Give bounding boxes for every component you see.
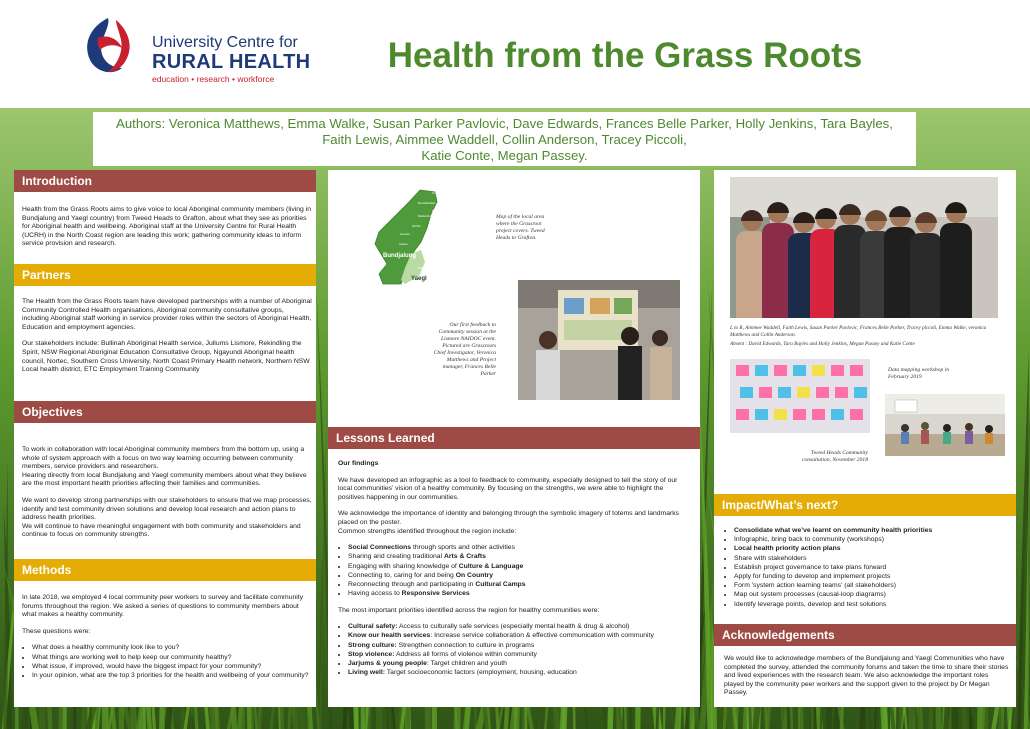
logo-line1: University Centre for xyxy=(152,34,298,51)
list-item: • Local health priority action plans xyxy=(734,545,1010,554)
objectives-paragraph-3: We want to develop strong partnerships with our stakeholders to ensure that we map processes, identify and test community driven solutions and develop local research and action plans to address health priorities. xyxy=(22,496,312,522)
objectives-heading: Objectives xyxy=(14,401,316,423)
list-item: • Having access to Responsive Services xyxy=(348,590,690,599)
acknowledgements-heading: Acknowledgements xyxy=(714,624,1016,646)
poster-title: Health from the Grass Roots xyxy=(387,36,863,75)
list-item: • Sharing and creating traditional Arts & Crafts xyxy=(348,553,690,562)
partners-text xyxy=(22,298,312,383)
list-item: • Form 'system action learning teams' (all stakeholders) xyxy=(734,582,1010,591)
map-town-label: Tweed xyxy=(432,191,441,195)
map-caption: Map of the local area where the Grassroot project covers. Tweed Heads to Grafton. xyxy=(496,214,545,241)
team-group-photo xyxy=(730,177,998,318)
impact-text xyxy=(724,527,1010,617)
map-label-bundjalung: Bundjalung xyxy=(383,253,416,259)
lessons-paragraph-1: We have developed an infographic as a tool to feedback to community, especially designed to tell the story of our local communities’ vision of a healthy community. By focusing on the strengths, we were able to highlight the positives happening in our communities. xyxy=(338,476,678,501)
list-item: • Engaging with sharing knowledge of Culture & Language xyxy=(348,563,690,572)
introduction-heading: Introduction xyxy=(14,170,316,192)
lessons-paragraph-4: The most important priorities identified across the region for healthy communities were: xyxy=(338,606,600,614)
tweed-consultation-caption: Tweed Heads Community consultation, November 2018 xyxy=(801,450,868,463)
partners-paragraph-1: The Health from the Grass Roots team have developed partnerships with a number of Aboriginal Community Controlled Health organisations, Aboriginal community consultative groups, including Aboriginal staff working in service provider roles within the sectors of Aboriginal Health, Education and employment agencies. xyxy=(22,298,312,331)
methods-text xyxy=(22,594,312,689)
list-item: • Living well: Target socioeconomic factors (employment, housing, education xyxy=(348,669,690,678)
naidoc-photo xyxy=(518,280,680,400)
list-item: • Connecting to, caring for and being On Country xyxy=(348,572,690,581)
methods-heading: Methods xyxy=(14,559,316,581)
map-town-label: Ballina xyxy=(434,233,443,237)
logo xyxy=(72,12,322,86)
authors-line-2: Faith Lewis, Aimmee Waddell, Collin Anderson, Tracey Piccoli, xyxy=(322,132,687,147)
naidoc-photo-caption: Our first feedback to Community session at the Lismore NAIDOC event. Pictured are Grassroots Chief Investigator, Veronica Matthews and Project manager, Frances Belle Parker xyxy=(433,322,496,377)
logo-tagline: education • research • workforce xyxy=(152,74,275,84)
list-item: • What things are working well to help keep our community healthy? xyxy=(32,654,312,663)
map-town-label: Mullumbimby xyxy=(418,214,435,218)
objectives-paragraph-1: To work in collaboration with local Aboriginal community members from the bottom up, using a whole of system approach with a focus on two way learning occurring between community members, service providers and researchers. xyxy=(22,446,305,471)
objectives-paragraph-2: Hearing directly from local Bundjalung and Yaegl community members about what they believe are the most important health priorities affecting their families and communities. xyxy=(22,471,307,488)
list-item: • Stop violence: Address all forms of violence within community xyxy=(348,651,690,660)
map-town-label: Maclean xyxy=(418,266,429,270)
objectives-paragraph-4: We will continue to have meaningful engagement with both community and stakeholders and continue to focus on community strengths. xyxy=(22,522,301,539)
list-item: • Infographic, bring back to community (workshops) xyxy=(734,536,1010,545)
map-town-label: Murwillumbah xyxy=(418,201,436,205)
list-item: • Jarjums & young people: Target children and youth xyxy=(348,660,690,669)
list-item: • In your opinion, what are the top 3 priorities for the health and wellbeing of your community? xyxy=(32,672,312,681)
map-town-label: Lismore xyxy=(400,232,410,236)
map-town-label: Grafton xyxy=(402,283,412,287)
findings-title: Our findings xyxy=(338,460,379,467)
team-caption-line2: Absent : David Edwards, Tara Bayles and Holly Jenkins, Megan Passey and Katie Conte xyxy=(730,341,915,347)
list-item: • Share with stakeholders xyxy=(734,555,1010,564)
authors-line-3: Katie Conte, Megan Passey. xyxy=(421,148,588,163)
list-item: • Know our health services: Increase service collaboration & effective communication with community xyxy=(348,632,690,641)
impact-heading: Impact/What’s next? xyxy=(714,494,1016,516)
lessons-paragraph-3: Common strengths identified throughout the region include: xyxy=(338,527,517,535)
partners-heading: Partners xyxy=(14,264,316,286)
map-town-label: Evans Head xyxy=(423,246,439,250)
lessons-paragraph-2: We acknowledge the importance of identity and belonging through the symbolic imagery of totems and landmarks placed on the poster. xyxy=(338,510,680,526)
list-item: • What does a healthy community look like to you? xyxy=(32,644,312,653)
team-caption-line1: L to R, Aimmee Waddell, Faith Lewis, Susan Parker Pavlovic, Frances Belle Parker, Tracey piccoli, Emma Walke, veronica Matthews and Collin Anderson. xyxy=(730,325,987,338)
region-map xyxy=(365,188,465,288)
map-town-label: Byron Bay xyxy=(432,209,445,213)
list-item: • Consolidate what we’ve learnt on community health priorities xyxy=(734,527,1010,536)
list-item: • What issue, if improved, would have the biggest impact for your community? xyxy=(32,663,312,672)
strengths-list xyxy=(348,544,690,599)
authors-line-1: Authors: Veronica Matthews, Emma Walke, Susan Parker Pavlovic, Dave Edwards, Frances Belle Parker, Holly Jenkins, Tara Bayles, xyxy=(116,116,893,131)
lessons-text xyxy=(338,460,690,686)
list-item: • Reconnecting through and participating in Cultural Camps xyxy=(348,581,690,590)
authors-box xyxy=(93,112,916,166)
team-photo-caption xyxy=(730,325,1000,348)
list-item: • Cultural safety: Access to culturally safe services (especially mental health & drug & alcohol) xyxy=(348,623,690,632)
map-town-label: Nimbin xyxy=(412,224,421,228)
partners-paragraph-2: Our stakeholders include: Bullinah Aboriginal Health service, Jullums Lismore, Rekindling the Spirit, NSW Regional Aboriginal Education Consultative Group, Ngayundi Aboriginal health council, Nortec, Southern Cross University, North Coast Primary Health network, Northern NSW Local health district, ETC Employment Training Community xyxy=(22,340,310,374)
list-item: • Map out system processes (causal-loop diagrams) xyxy=(734,591,1010,600)
acknowledgements-text: We would like to acknowledge members of the Bundjalung and Yaegl Communities who have completed the survey, attended the community forums and taken the time to share their stories and lived experiences with the research team. We also acknowledge the important roles played by the community peer workers and the support given to the project by Dr Megan Passey. xyxy=(724,655,1009,697)
list-item: • Apply for funding to develop and implement projects xyxy=(734,573,1010,582)
introduction-text: Health from the Grass Roots aims to give voice to local Aboriginal community members (living in Bundjalung and Yaegl country) from Tweed Heads to Grafton, about what they see as priorities for Aboriginal health and wellbeing. Aboriginal staff at the University Centre for Rural Health (UCRH) in the North Coast region are leading this work; gathering community ideas to inform service provision and research. xyxy=(22,206,311,248)
map-town-label: Casino xyxy=(399,242,408,246)
logo-line2: RURAL HEALTH xyxy=(152,51,311,73)
logo-emblem-icon xyxy=(72,12,144,84)
list-item: • Identify leverage points, develop and test solutions xyxy=(734,601,1010,610)
impact-list xyxy=(734,527,1010,609)
methods-paragraph-2: These questions were: xyxy=(22,627,91,635)
objectives-text xyxy=(22,446,312,540)
priorities-list xyxy=(348,623,690,678)
list-item: • Social Connections through sports and other activities xyxy=(348,544,690,553)
methods-question-list xyxy=(32,644,312,680)
data-mapping-photo xyxy=(730,359,870,433)
lessons-heading: Lessons Learned xyxy=(328,427,700,449)
data-mapping-caption: Data mapping workshop in February 2019 xyxy=(888,367,950,380)
tweed-consultation-photo xyxy=(885,394,1005,456)
map-label-yaegl: Yaegl xyxy=(411,276,427,282)
list-item: • Establish project governance to take plans forward xyxy=(734,564,1010,573)
methods-paragraph-1: In late 2018, we employed 4 local community peer workers to survey and facilitate community forums throughout the region. We asked a series of questions to community members about what makes a healthy community. xyxy=(22,594,304,619)
list-item: • Strong culture: Strengthen connection to culture in programs xyxy=(348,642,690,651)
